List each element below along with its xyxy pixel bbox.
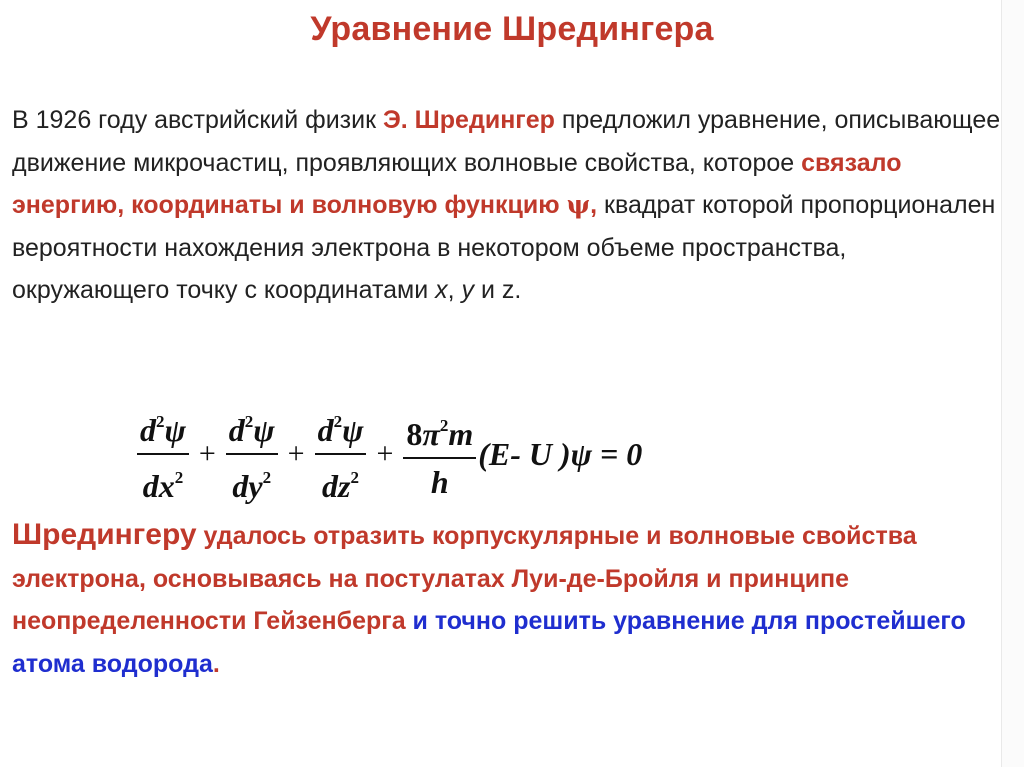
intro-text-3: квадрат которой пропорционален вероятности нахождения электрона в некотором объеме пространства, окружающего точку с координатами bbox=[12, 191, 996, 304]
plus-sign: + bbox=[198, 437, 216, 470]
conclusion-text-red: удалось отразить корпускулярные и волновые свойства электрона, основываясь на постулатах Луи-де-Бройля и принципе неопределенности Гейзенберга bbox=[12, 522, 917, 635]
conclusion-paragraph bbox=[12, 514, 1002, 685]
fraction-8pi2m-h: $\frac{8\pi^2m}{h}$ bbox=[403, 407, 476, 501]
intro-paragraph bbox=[12, 99, 1002, 312]
plus-sign: + bbox=[287, 437, 305, 470]
highlight-comma: , bbox=[590, 191, 598, 219]
fraction-d2psi-dx2: $\frac{d^2\psi}{dx^2}$ bbox=[137, 403, 189, 505]
plus-sign: + bbox=[376, 437, 394, 470]
intro-text-2: предложил уравнение, описывающее движение микрочастиц, проявляющих волновые свойства, которое bbox=[12, 106, 1001, 177]
schrodinger-equation bbox=[135, 404, 835, 504]
intro-text-1: В 1926 году австрийский физик bbox=[12, 106, 383, 134]
coord-y: y bbox=[461, 276, 475, 304]
slide-title: Уравнение Шредингера bbox=[310, 10, 714, 48]
highlight-energy-coordinates: связало энергию, координаты и волновую функцию bbox=[12, 148, 902, 219]
scientist-name: Э. Шредингер bbox=[382, 106, 555, 134]
conclusion-lead-word: Шредингеру bbox=[12, 518, 197, 551]
fraction-d2psi-dy2: $\frac{d^2\psi}{dy^2}$ bbox=[226, 403, 278, 505]
psi-symbol: ψ bbox=[566, 190, 591, 219]
fraction-d2psi-dz2: $\frac{d^2\psi}{dz^2}$ bbox=[315, 403, 367, 505]
conclusion-period: . bbox=[212, 649, 220, 678]
conclusion-text-blue: и точно решить уравнение для простейшего атома водорода bbox=[12, 607, 966, 678]
slide-edge bbox=[1001, 0, 1024, 767]
coord-x: x bbox=[435, 276, 448, 304]
coord-comma: , bbox=[447, 276, 462, 304]
equation-tail: (E- U )ψ = 0 bbox=[478, 435, 643, 472]
intro-text-4: и z. bbox=[474, 276, 522, 304]
